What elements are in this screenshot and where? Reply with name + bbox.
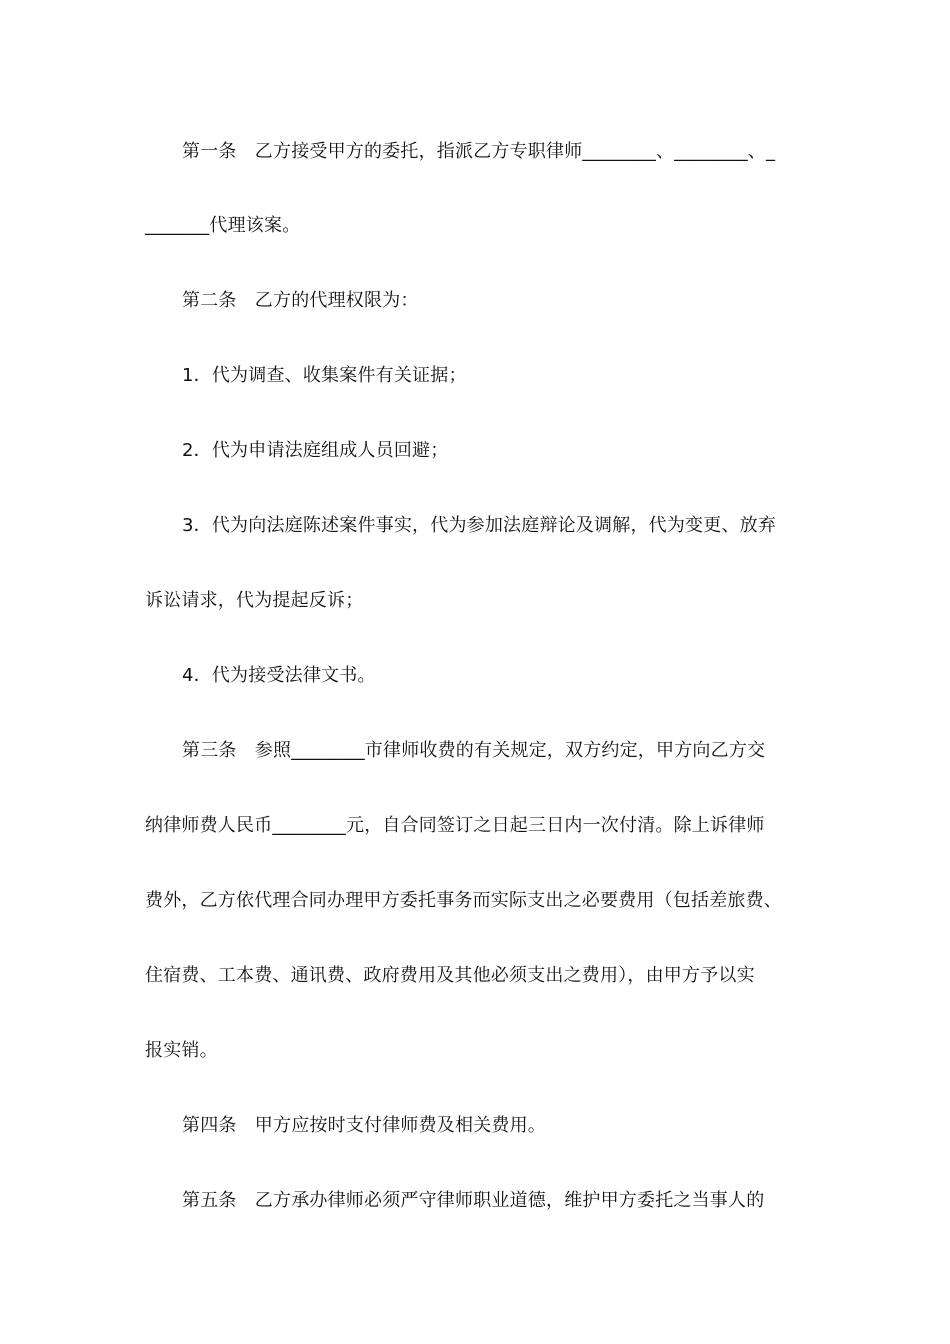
article-4: 第四条 甲方应按时支付律师费及相关费用。 <box>182 1115 546 1136</box>
article-3-line-3: 费外，乙方依代理合同办理甲方委托事务而实际支出之必要费用（包括差旅费、 <box>145 890 782 911</box>
article-1-line-2: _______代理该案。 <box>145 215 301 236</box>
article-3-line-2: 纳律师费人民币________元，自合同签订之日起三日内一次付清。除上诉律师 <box>145 815 765 836</box>
article-2-item-1: 1．代为调查、收集案件有关证据； <box>182 365 467 386</box>
article-5-line-1: 第五条 乙方承办律师必须严守律师职业道德，维护甲方委托之当事人的 <box>182 1190 765 1211</box>
article-1-line-1: 第一条 乙方接受甲方的委托，指派乙方专职律师________、________、_ <box>182 141 776 162</box>
article-2-heading: 第二条 乙方的代理权限为： <box>182 290 419 311</box>
article-3-line-5: 报实销。 <box>145 1040 218 1061</box>
article-2-item-3-line-1: 3．代为向法庭陈述案件事实，代为参加法庭辩论及调解，代为变更、放弃 <box>182 515 777 536</box>
article-3-line-4: 住宿费、工本费、通讯费、政府费用及其他必须支出之费用），由甲方予以实 <box>145 965 755 986</box>
article-3-line-1: 第三条 参照________市律师收费的有关规定，双方约定，甲方向乙方交 <box>182 740 766 761</box>
article-2-item-4: 4．代为接受法律文书。 <box>182 665 376 686</box>
article-2-item-3-line-2: 诉讼请求，代为提起反诉； <box>145 590 364 611</box>
article-2-item-2: 2．代为申请法庭组成人员回避； <box>182 440 449 461</box>
